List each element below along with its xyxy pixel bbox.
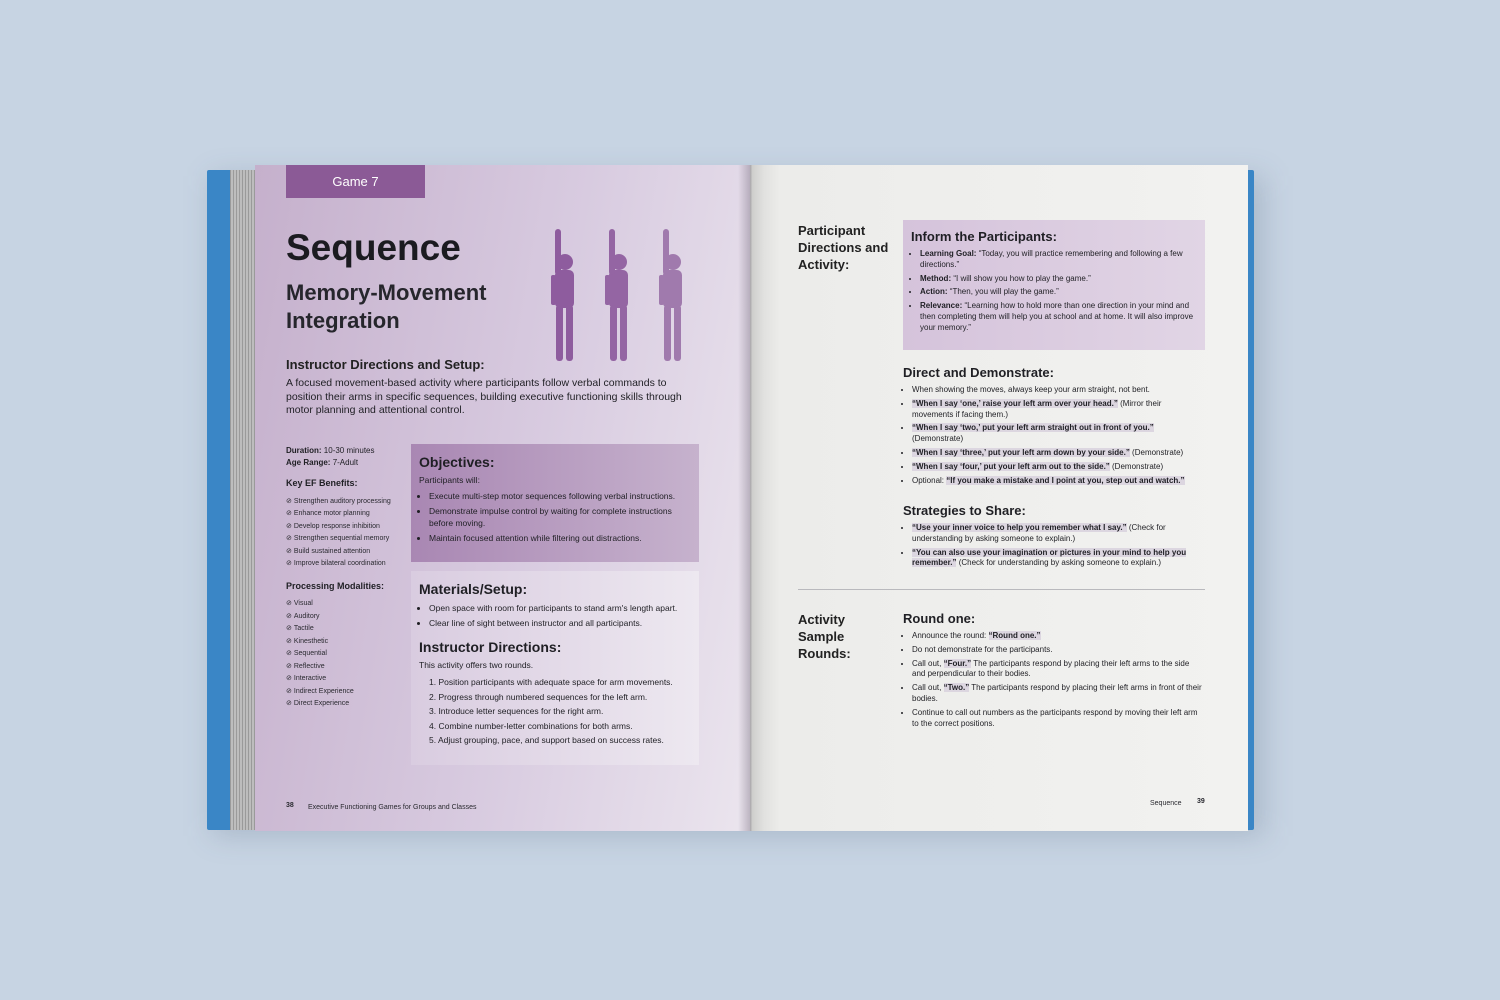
silhouette-figures: [547, 223, 697, 363]
page-edges: [230, 170, 256, 830]
list-item: • Learning Goal: “Today, you will practice remembering and following a few directions.”: [920, 249, 1197, 271]
list-item: ⊘ Direct Experience: [286, 698, 406, 711]
strategies-list: [903, 523, 1203, 569]
list-item: • Demonstrate impulse control by waiting for complete instructions before moving.: [429, 505, 691, 529]
footer-title-left: Executive Functioning Games for Groups and Classes: [308, 804, 477, 811]
inform-heading: Inform the Participants:: [911, 229, 1057, 244]
list-item: ⊘ Reflective: [286, 661, 406, 674]
direct-heading: Direct and Demonstrate:: [903, 365, 1054, 380]
objectives-box: [411, 444, 699, 562]
objectives-list: [419, 490, 691, 544]
list-item: • Call out, “Two.” The participants respond by placing their left arms in front of their bodies.: [912, 683, 1203, 705]
objectives-intro: Participants will:: [419, 475, 480, 485]
duration-line: Duration: 10-30 minutes: [286, 446, 375, 455]
round-one-section: [903, 611, 1203, 732]
list-item: • Announce the round: “Round one.”: [912, 631, 1203, 642]
list-item: ⊘ Develop response inhibition: [286, 521, 406, 534]
list-item: 4. Combine number-letter combinations for both arms.: [429, 720, 633, 731]
list-item: ⊘ Improve bilateral coordination: [286, 558, 406, 571]
inform-list: [911, 249, 1197, 334]
list-item: ⊘ Auditory: [286, 611, 406, 624]
materials-list: [419, 602, 691, 629]
modalities-heading: Processing Modalities:: [286, 580, 385, 591]
list-item: ⊘ Kinesthetic: [286, 636, 406, 649]
list-item: • Execute multi-step motor sequences following verbal instructions.: [429, 490, 691, 502]
list-item: • “When I say ‘one,’ raise your left arm over your head.” (Mirror their movements if facing them.): [912, 399, 1203, 421]
list-item: ⊘ Sequential: [286, 648, 406, 661]
materials-heading: Materials/Setup:: [419, 581, 528, 597]
strategies-section: [903, 503, 1203, 572]
benefits-heading: Key EF Benefits:: [286, 478, 358, 488]
participant-directions-label: Participant Directions and Activity:: [798, 223, 889, 272]
right-page: [750, 165, 1248, 831]
list-item: • Method: “I will show you how to play the game.”: [920, 274, 1197, 285]
list-item: ⊘ Indirect Experience: [286, 686, 406, 699]
list-item: • “When I say ‘two,’ put your left arm straight out in front of you.” (Demonstrate): [912, 423, 1203, 445]
list-item: ⊘ Interactive: [286, 673, 406, 686]
page-subtitle: Memory-Movement Integration: [286, 280, 487, 333]
silhouette-figure-icon: [659, 229, 682, 361]
list-item: ⊘ Build sustained attention: [286, 546, 406, 559]
directions-heading: Instructor Directions:: [419, 639, 562, 655]
list-item: • Action: “Then, you will play the game.”: [920, 287, 1197, 298]
rounds-label: Activity Sample Rounds:: [798, 612, 851, 661]
direct-section: [903, 365, 1203, 489]
list-item: 5. Adjust grouping, pace, and support based on success rates.: [429, 735, 664, 745]
game-tab: Game 7: [286, 165, 425, 198]
list-item: • “You can also use your imagination or pictures in your mind to help you remember.” (Check for understanding by asking someone to explain.): [912, 548, 1203, 570]
list-item: 3. Introduce letter sequences for the right arm.: [429, 706, 604, 716]
list-item: • When showing the moves, always keep your arm straight, not bent.: [912, 385, 1203, 396]
list-item: • Clear line of sight between instructor and all participants.: [429, 617, 691, 629]
list-item: ⊘ Visual: [286, 598, 406, 611]
list-item: • Open space with room for participants to stand arm's length apart.: [429, 602, 691, 614]
direct-list: [903, 385, 1203, 486]
list-item: • Do not demonstrate for the participants.: [912, 645, 1203, 656]
list-item: 1. Position participants with adequate space for arm movements.: [429, 677, 673, 687]
list-item: • Call out, “Four.” The participants respond by placing their left arms to the side and perpendicular to their bodies.: [912, 659, 1203, 681]
materials-box: [411, 571, 699, 765]
benefits-list: [286, 496, 406, 571]
list-item: • “Use your inner voice to help you remember what I say.” (Check for understanding by asking someone to explain.): [912, 523, 1203, 545]
page-title: Sequence: [286, 227, 461, 268]
left-page: [255, 165, 750, 831]
directions-list: [419, 675, 691, 748]
inform-box: [903, 220, 1205, 350]
directions-intro: This activity offers two rounds.: [419, 660, 534, 670]
setup-heading: Instructor Directions and Setup:: [286, 357, 485, 372]
list-item: • “When I say ‘three,’ put your left arm down by your side.” (Demonstrate): [912, 448, 1203, 459]
list-item: • Maintain focused attention while filtering out distractions.: [429, 532, 691, 544]
silhouette-figure-icon: [551, 229, 574, 361]
list-item: • Relevance: “Learning how to hold more than one direction in your mind and then completing them will help you at school and at home. It will also improve your memory.”: [920, 301, 1197, 333]
round-one-list: [903, 631, 1203, 729]
footer-title-right: Sequence: [1150, 800, 1182, 807]
round-one-heading: Round one:: [903, 611, 976, 626]
objectives-heading: Objectives:: [419, 454, 495, 470]
list-item: ⊘ Enhance motor planning: [286, 508, 406, 521]
list-item: • Continue to call out numbers as the participants respond by moving their left arm to the correct positions.: [912, 708, 1203, 730]
list-item: • Optional: “If you make a mistake and I point at you, step out and watch.”: [912, 476, 1203, 487]
setup-description: A focused movement-based activity where participants follow verbal commands to position their arms in specific sequences, building executive functioning skills through motor planning and attentional control.: [286, 377, 682, 416]
page-number-left: 38: [286, 802, 294, 809]
meta-column: [286, 445, 406, 711]
list-item: ⊘ Strengthen sequential memory: [286, 533, 406, 546]
section-divider: [798, 589, 1205, 590]
list-item: • “When I say ‘four,’ put your left arm out to the side.” (Demonstrate): [912, 462, 1203, 473]
list-item: ⊘ Tactile: [286, 623, 406, 636]
age-line: Age Range: 7-Adult: [286, 457, 359, 467]
list-item: ⊘ Strengthen auditory processing: [286, 496, 406, 509]
silhouette-figure-icon: [605, 229, 628, 361]
list-item: 2. Progress through numbered sequences for the left arm.: [429, 691, 648, 702]
page-number-right: 39: [1197, 798, 1205, 805]
modalities-list: [286, 598, 406, 711]
strategies-heading: Strategies to Share:: [903, 503, 1026, 518]
